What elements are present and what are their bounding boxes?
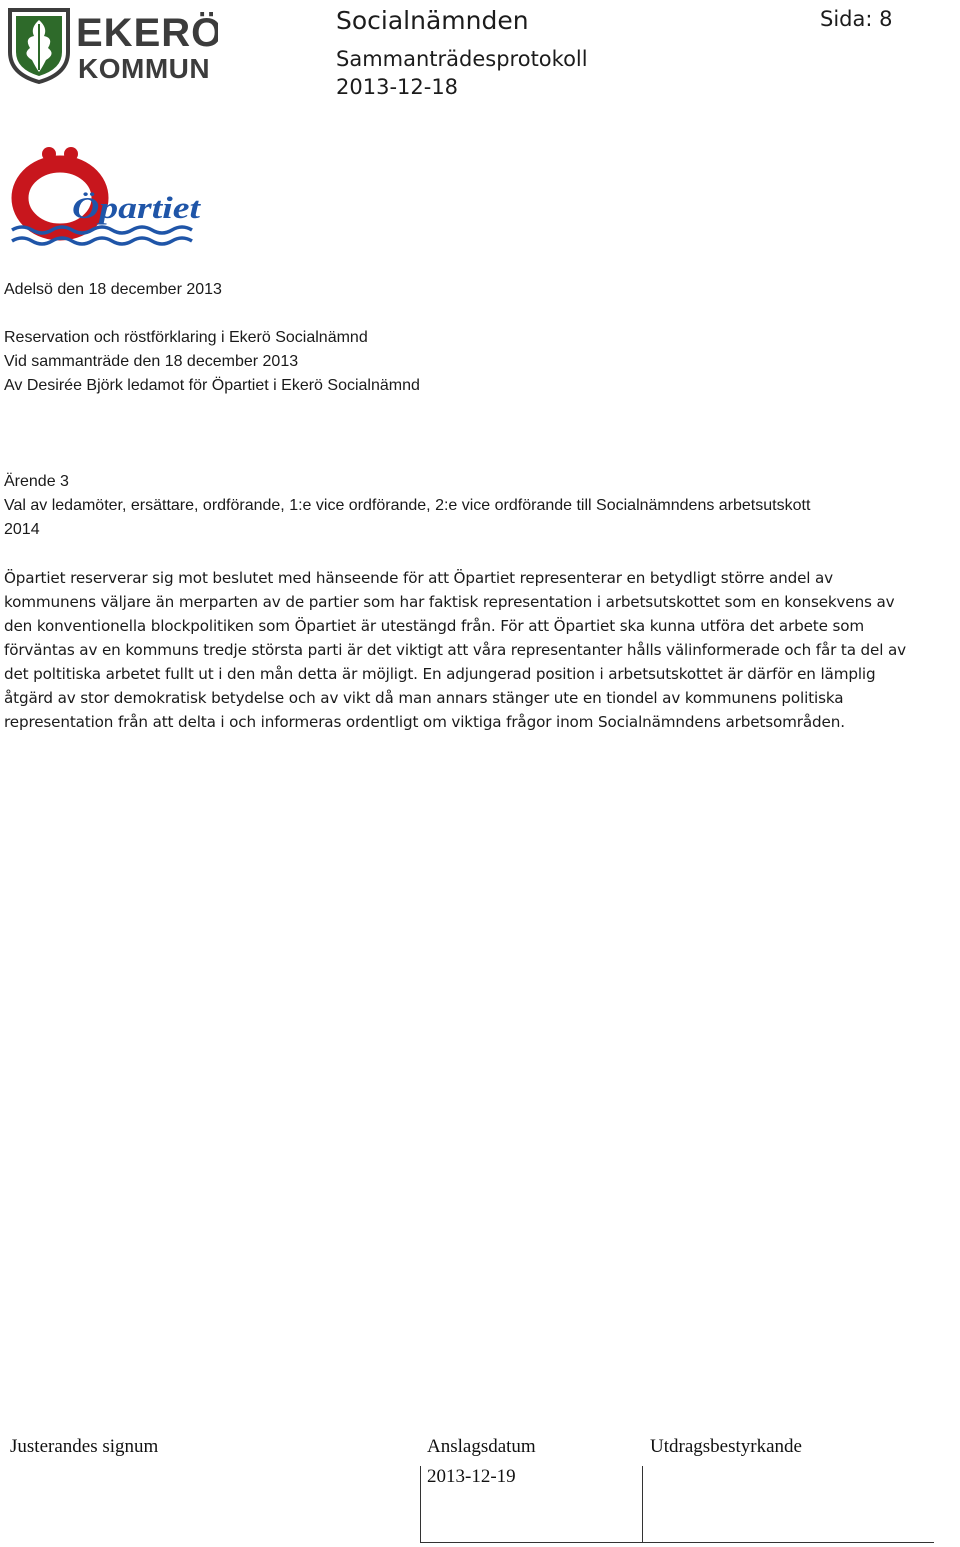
certification-label: Utdragsbestyrkande xyxy=(650,1436,802,1457)
ekero-kommun-logo xyxy=(6,2,218,84)
reservation-heading xyxy=(4,326,420,398)
signature-label: Justerandes signum xyxy=(10,1436,159,1457)
posting-date-label: Anslagsdatum xyxy=(427,1436,536,1457)
paragraph-line: det poltitiska arbetet fullt ut i den mån detta är möjligt. En adjungerad position i arbetsutskottet är därför en lämplig xyxy=(4,665,876,683)
paragraph-line: representation från att delta i och informeras ordentligt om viktiga frågor inom Socialnämndens arbetsområden. xyxy=(4,713,845,731)
heading-line: Reservation och röstförklaring i Ekerö Socialnämnd xyxy=(4,329,368,346)
reservation-paragraph xyxy=(4,566,906,734)
footer-divider xyxy=(420,1466,421,1542)
logo-text-opartiet: Öpartiet xyxy=(72,190,202,225)
meeting-date: 2013-12-18 xyxy=(336,75,459,99)
logo-text-kommun: KOMMUN xyxy=(78,53,211,84)
heading-line: Vid sammanträde den 18 december 2013 xyxy=(4,353,299,370)
committee-title: Socialnämnden xyxy=(336,6,529,35)
logo-text-ekero: EKERÖ xyxy=(76,11,218,55)
paragraph-line: den konventionella blockpolitiken som Öpartiet är utestängd från. För att Öpartiet ska kunna utföra det arbete som xyxy=(4,617,865,635)
footer-divider xyxy=(642,1466,643,1542)
paragraph-line: förväntas av en kommuns tredje största parti är det viktigt att våra representanter hålls välinformerade och får ta del av xyxy=(4,641,906,659)
paragraph-line: Öpartiet reserverar sig mot beslutet med hänseende för att Öpartiet representerar en betydligt större andel av xyxy=(4,569,834,587)
posting-date-value: 2013-12-19 xyxy=(427,1466,516,1487)
opartiet-logo xyxy=(8,142,204,250)
errand-section xyxy=(4,470,810,542)
place-and-date: Adelsö den 18 december 2013 xyxy=(4,281,222,298)
page-number: Sida: 8 xyxy=(820,7,893,31)
errand-title-line: 2014 xyxy=(4,521,40,538)
paragraph-line: kommunens väljare än merparten av de partier som har faktisk representation i arbetsutskottet som en konsekvens av xyxy=(4,593,895,611)
errand-number: Ärende 3 xyxy=(4,473,69,490)
paragraph-line: åtgärd av stor demokratisk betydelse och av vikt då man annars stänger ute en tiondel av kommunens politiska xyxy=(4,689,844,707)
footer-rule xyxy=(420,1542,934,1543)
heading-line: Av Desirée Björk ledamot för Öpartiet i Ekerö Socialnämnd xyxy=(4,377,420,394)
protocol-type: Sammanträdesprotokoll xyxy=(336,47,588,71)
errand-title-line: Val av ledamöter, ersättare, ordförande, 1:e vice ordförande, 2:e vice ordförande till Socialnämndens arbetsutskott xyxy=(4,497,811,514)
